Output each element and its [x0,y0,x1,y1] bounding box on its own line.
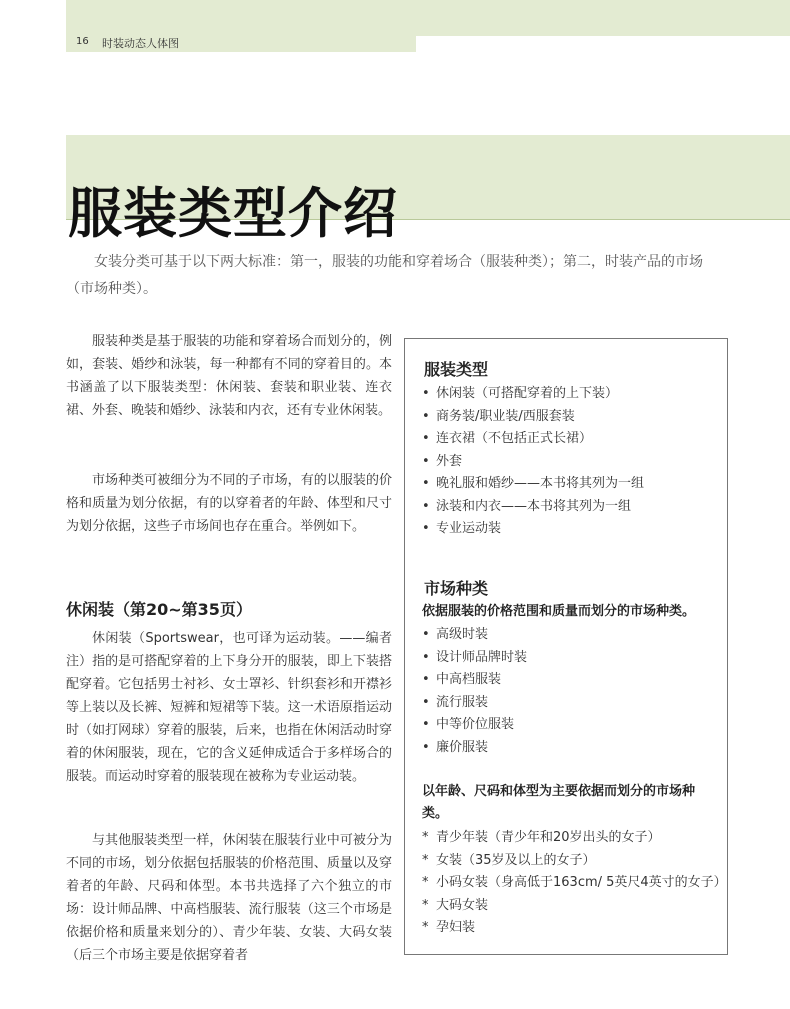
bullet-icon: • [422,672,430,687]
list-item: * 小码女装（身高低于163cm/ 5英尺4英寸的女子） [422,872,722,895]
size-market-list [422,827,727,940]
price-market-subheading: 依据服装的价格范围和质量而划分的市场种类。 [422,604,696,619]
list-item: • 廉价服装 [422,737,722,760]
list-item: * 大码女装 [422,895,722,918]
running-title: 时装动态人体图 [102,37,179,50]
list-item: • 高级时装 [422,624,722,647]
size-market-subheading: 以年龄、尺码和体型为主要依据而划分的市场种类。 [422,784,696,821]
asterisk-icon: * [422,920,429,935]
bullet-icon: • [422,476,430,491]
sidebar-heading-market-types: 市场种类 [424,579,489,598]
list-item: • 外套 [422,451,722,474]
asterisk-icon: * [422,875,429,890]
price-market-list [422,624,722,759]
list-item: • 中高档服装 [422,669,722,692]
bullet-icon: • [422,521,430,536]
page-title: 服装类型介绍 [68,182,398,246]
list-item: • 晚礼服和婚纱——本书将其列为一组 [422,473,722,496]
list-item: • 专业运动装 [422,518,722,541]
bullet-icon: • [422,717,430,732]
intro-paragraph: 女装分类可基于以下两大标准：第一，服装的功能和穿着场合（服装种类）；第二，时装产品的市场（市场种类）。 [66,254,703,297]
sidebar-heading-garment-types: 服装类型 [424,360,489,379]
list-item: * 女装（35岁及以上的女子） [422,850,722,873]
sidebar-box [404,338,728,955]
body-paragraph: 休闲装（Sportswear，也可译为运动装。——编者注）指的是可搭配穿着的上下身分开的服装，即上下装搭配穿着。它包括男士衬衫、女士罩衫、针织套衫和开襟衫等上装以及长裤、短裤和短裙等下装。这一术语原指运动时（如打网球）穿着的服装，后来，也指在休闲活动时穿着的休闲服装，现在，它的含义延伸成适合于多样场合的服装。而运动时穿着的服装现在被称为专业运动装。 [66,631,392,784]
asterisk-icon: * [422,897,429,913]
list-item: • 连衣裙（不包括正式长裙） [422,428,722,451]
bullet-icon: • [422,694,430,710]
garment-types-list [422,383,722,541]
body-paragraph: 与其他服装类型一样，休闲装在服装行业中可被分为不同的市场，划分依据包括服装的价格范围、质量以及穿着者的年龄、尺码和体型。本书共选择了六个独立的市场：设计师品牌、中高档服装、流行服装（这三个市场是依据价格和质量来划分的）、青少年装、女装、大码女装（后三个市场主要是依据穿着者 [66,833,392,963]
bullet-icon: • [422,386,430,401]
list-item: • 休闲装（可搭配穿着的上下装） [422,383,722,406]
list-item: * 孕妇装 [422,917,722,940]
header-bar [66,0,790,36]
list-item: • 流行服装 [422,692,722,715]
bullet-icon: • [422,408,430,424]
bullet-icon: • [422,453,430,469]
body-paragraph: 服装种类是基于服装的功能和穿着场合而划分的，例如，套装、婚纱和泳装，每一种都有不同的穿着目的。本书涵盖了以下服装类型：休闲装、套装和职业装、连衣裙、外套、晚装和婚纱、泳装和内衣，还有专业休闲装。 [66,334,392,418]
list-item: • 泳装和内衣——本书将其列为一组 [422,496,722,519]
body-paragraph: 市场种类可被细分为不同的子市场，有的以服装的价格和质量为划分依据，有的以穿着者的年龄、体型和尺寸为划分依据，这些子市场间也存在重合。举例如下。 [66,473,392,534]
asterisk-icon: * [422,830,429,845]
list-item: * 青少年装（青少年和20岁出头的女子） [422,827,722,850]
asterisk-icon: * [422,852,429,868]
list-item: • 设计师品牌时装 [422,647,722,670]
list-item: • 商务装/职业装/西服套装 [422,406,722,429]
bullet-icon: • [422,498,430,514]
list-item: • 中等价位服装 [422,714,722,737]
page-number: 16 [76,36,89,47]
bullet-icon: • [422,649,430,665]
section-heading-sportswear: 休闲装（第20~第35页） [66,600,252,619]
bullet-icon: • [422,739,430,755]
bullet-icon: • [422,627,430,642]
bullet-icon: • [422,431,430,446]
